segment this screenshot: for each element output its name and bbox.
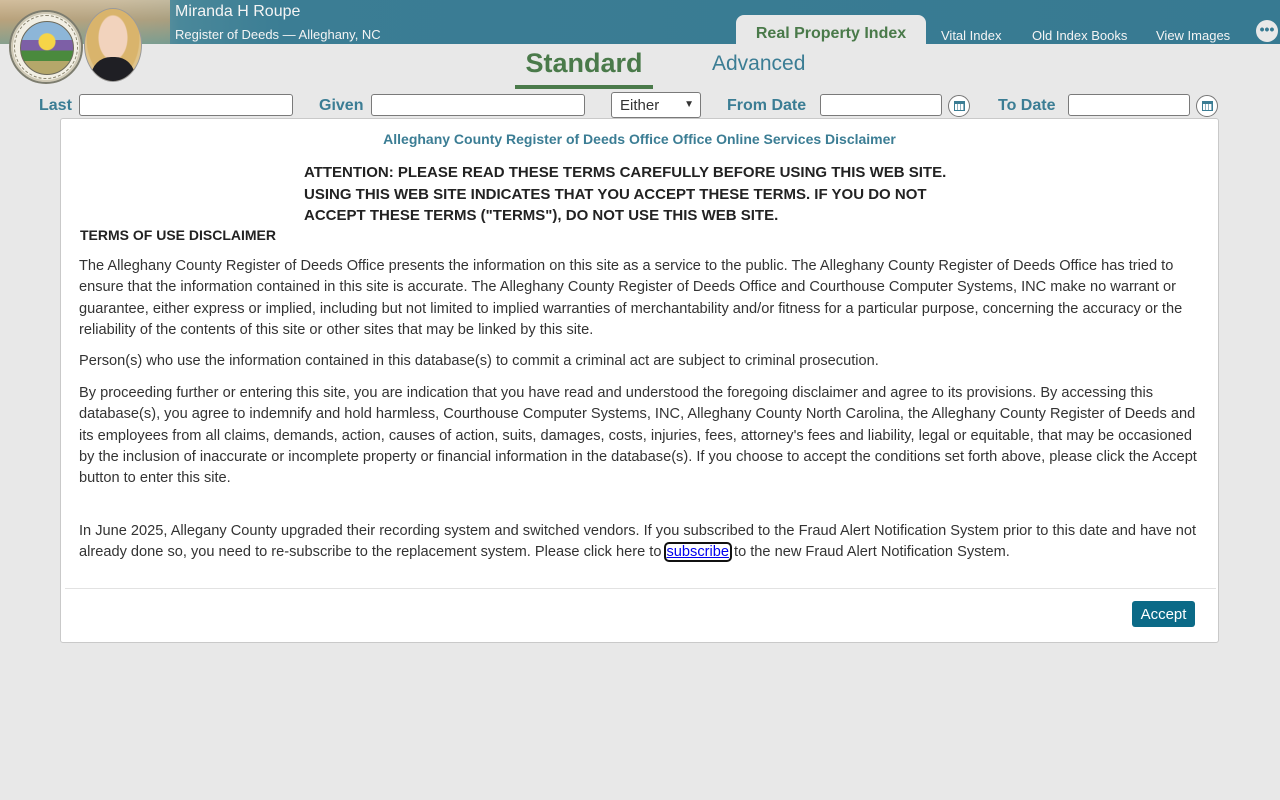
tab-real-property-index[interactable]: Real Property Index [736,15,926,44]
party-type-select[interactable] [611,92,701,118]
mode-tab-advanced[interactable]: Advanced [712,52,806,75]
modal-title: Alleghany County Register of Deeds Office Office Online Services Disclaimer [383,131,896,147]
fraud-alert-paragraph [79,521,1203,564]
modal-divider [65,588,1216,589]
calendar-glyph [1202,101,1213,111]
ellipsis-icon[interactable]: ••• [1256,20,1278,42]
county-seal-logo [9,10,83,84]
given-name-label: Given [319,97,364,114]
terms-heading: TERMS OF USE DISCLAIMER [80,227,277,243]
last-name-input[interactable] [79,94,293,116]
seal-emblem [20,21,74,75]
criminal-notice-paragraph: Person(s) who use the information contained in this database(s) to commit a criminal act are subject to criminal prosecution. [79,353,879,369]
calendar-icon[interactable] [1196,95,1218,117]
subscribe-link[interactable]: subscribe [666,544,729,561]
tab-vital-index[interactable]: Vital Index [941,28,1002,43]
tab-view-images[interactable]: View Images [1156,28,1231,43]
attention-line: ACCEPT THESE TERMS ("TERMS"), DO NOT USE THIS WEB SITE. [304,207,779,224]
tab-old-index-books[interactable]: Old Index Books [1032,28,1128,43]
to-date-input[interactable] [1068,94,1190,116]
party-type-value: Either [620,97,660,114]
last-name-label: Last [39,97,72,114]
disclaimer-paragraph: The Alleghany County Register of Deeds Office presents the information on this site as a service to the public. The Alleghany County Register of Deeds Office has tried to ensure that the information contained in this site is accurate. The Alleghany County Register of Deeds Office and Courthouse Computer Systems, INC make no warrant or guarantee, either express or implied, including but not limited to implied warranties of merchantability and/or fitness for a particular purpose, concerning the accuracy or the reliability of the contents of this site or other sites that may be linked by this site. [79,258,1183,338]
office-subtitle: Register of Deeds — Alleghany, NC [175,27,381,42]
fraud-alert-text: In June 2025, Allegany County upgraded their recording system and switched vendors. If you subscribed to the Fraud Alert Notification System prior to this date and have not already done so, you need to re-subscribe to the replacement system. Please click here to [79,523,1197,561]
accept-button[interactable]: Accept [1132,601,1195,627]
disclaimer-modal [60,118,1219,643]
from-date-input[interactable] [820,94,942,116]
mode-tab-standard[interactable]: Standard [515,48,653,89]
attention-notice [304,162,946,227]
from-date-label: From Date [727,97,807,114]
given-name-input[interactable] [371,94,585,116]
chevron-down-icon: ▼ [684,99,694,110]
official-portrait [84,8,142,82]
official-name: Miranda H Roupe [175,3,301,20]
calendar-icon[interactable] [948,95,970,117]
portrait-body [91,57,135,82]
indemnify-paragraph: By proceeding further or entering this site, you are indication that you have read and understood the foregoing disclaimer and agree to its provisions. By accessing this database(s), you agree to indemnify and hold harmless, Courthouse Computer Systems, INC, Alleghany County North Carolina, the Alleghany County Register of Deeds and its employees from all claims, demands, action, causes of action, suits, damages, costs, injuries, fees, attorney's fees and liability, legal or equitable, that may be occasioned by the inclusion of inaccurate or incomplete property or financial information in the database(s). If you choose to accept the conditions set forth above, please click the Accept button to enter this site. [79,385,1197,487]
attention-line: USING THIS WEB SITE INDICATES THAT YOU ACCEPT THESE TERMS. IF YOU DO NOT [304,185,927,203]
fraud-alert-text-end: to the new Fraud Alert Notification System. [729,544,1010,561]
to-date-label: To Date [998,97,1056,114]
attention-line: ATTENTION: PLEASE READ THESE TERMS CAREFULLY BEFORE USING THIS WEB SITE. [304,164,947,181]
calendar-glyph [954,101,965,111]
